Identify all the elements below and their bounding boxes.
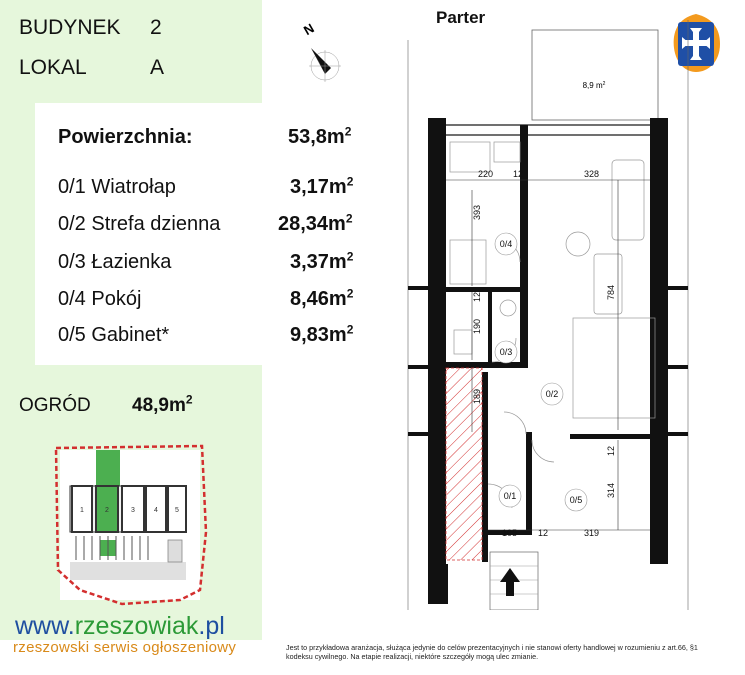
dim-189: 189 [472,388,482,404]
garden-highlight [96,450,120,486]
dim-190: 190 [472,318,482,334]
sofa-hint [612,160,644,240]
wall-bath-inner [488,292,492,362]
wall-stub-right-1 [668,286,688,290]
level-title: Parter [436,8,486,27]
svg-text:0/2: 0/2 [545,389,559,399]
dim-12-d: 12 [538,528,549,538]
front-window-strip [438,125,660,135]
house-units [72,486,186,532]
dim-105: 105 [502,528,518,538]
dim-220: 220 [478,169,494,179]
room-label-0-3: 0/3 Łazienka [58,251,172,273]
desk-hint [494,142,520,162]
disclaimer-text: Jest to przykładowa aranżacja, służąca jedynie do celów prezentacyjnych i nie stanowi oferty handlowej w rozumieniu z art.66, §1 kodeksu cywilnego. Na etapie realizacji, niektóre szczegóły mogą ulec zmianie. [286,643,698,661]
north-label: N [301,20,317,39]
site-unit-label-5: 5 [175,507,179,514]
room-label-0-2 [541,383,563,405]
room-value-0-4: $8,46m^2$ [290,286,354,310]
watermark-url: www.rzeszowiak.pl [15,612,225,640]
wall-partition-mid [520,125,528,365]
dim-12-b: 12 [472,291,482,302]
total-area-value: $53,8m^2$ [288,124,352,148]
room-label-0-5: 0/5 Gabinet* [58,324,170,346]
garden-value: $48,9m^2$ [132,392,193,416]
sink-hint [500,300,516,316]
room-label-0-1: 0/1 Wiatrołap [58,176,176,198]
garden-label: OGRÓD [19,395,91,416]
terrace-area-label: 8,9 $m^2$ [582,81,606,90]
room-label-0-4 [495,233,517,255]
room-label-0-5 [565,489,587,511]
room-label-0-4: 0/4 Pokój [58,288,142,310]
wall-foot-left [428,564,448,604]
wardrobe-hint [450,240,486,284]
wall-stub-right-3 [668,432,688,436]
road [70,562,186,580]
room-value-0-3: $3,37m^2$ [290,249,354,273]
wall-vestibule-right [526,432,532,532]
door-swing-hall [504,412,526,434]
site-unit-label-2: 2 [105,507,109,514]
svg-text:0/3: 0/3 [499,347,513,357]
room-value-0-2: $28,34m^2$ [278,211,353,235]
svg-text:0/4: 0/4 [499,239,513,249]
site-unit-label-4: 4 [154,507,158,514]
dim-319: 319 [584,528,600,538]
wall-office-top [570,434,654,439]
kitchen-hint [573,318,655,418]
building-label: BUDYNEK [19,16,121,39]
dim-328: 328 [584,169,600,179]
wall-right [650,118,668,564]
toilet-hint [454,330,472,354]
wall-bath-top [440,287,528,292]
wall-stub-left-3 [408,432,430,436]
svg-text:0/5: 0/5 [569,495,583,505]
room-label-0-1 [499,485,521,507]
wall-stub-left-2 [408,365,430,369]
room-label-0-2: 0/2 Strefa dzienna [58,213,221,235]
armchair-hint [566,232,590,256]
room-label-0-3 [495,341,517,363]
door-swing-0-5 [532,440,554,462]
site-unit-label-3: 3 [131,507,135,514]
terrace [532,30,658,120]
total-area-label: Powierzchnia: [58,126,193,148]
dim-12-c: 12 [606,445,616,456]
watermark-tagline: rzeszowski serwis ogłoszeniowy [13,639,237,656]
dim-12-a: 12 [513,169,524,179]
dim-314: 314 [606,482,616,498]
bed-hint [450,142,490,172]
site-map [50,440,210,610]
site-unit-label-1: 1 [80,507,84,514]
wall-stub-left-1 [408,286,430,290]
dimension-labels [472,169,616,538]
wall-bath-bottom [446,362,528,368]
unit-value: A [150,56,165,79]
building-value: 2 [150,16,162,39]
wall-left [428,118,446,564]
dim-393: 393 [472,204,482,220]
compass-icon [295,18,355,88]
svg-text:0/1: 0/1 [503,491,517,501]
wall-foot-right [650,556,668,564]
room-value-0-5: $9,83m^2$ [290,322,354,346]
wall-stub-right-2 [668,365,688,369]
room-value-0-1: $3,17m^2$ [290,174,354,198]
unit-label: LOKAL [19,56,87,79]
outbuilding [168,540,182,562]
floor-plan [398,0,708,610]
dim-784: 784 [606,284,616,300]
